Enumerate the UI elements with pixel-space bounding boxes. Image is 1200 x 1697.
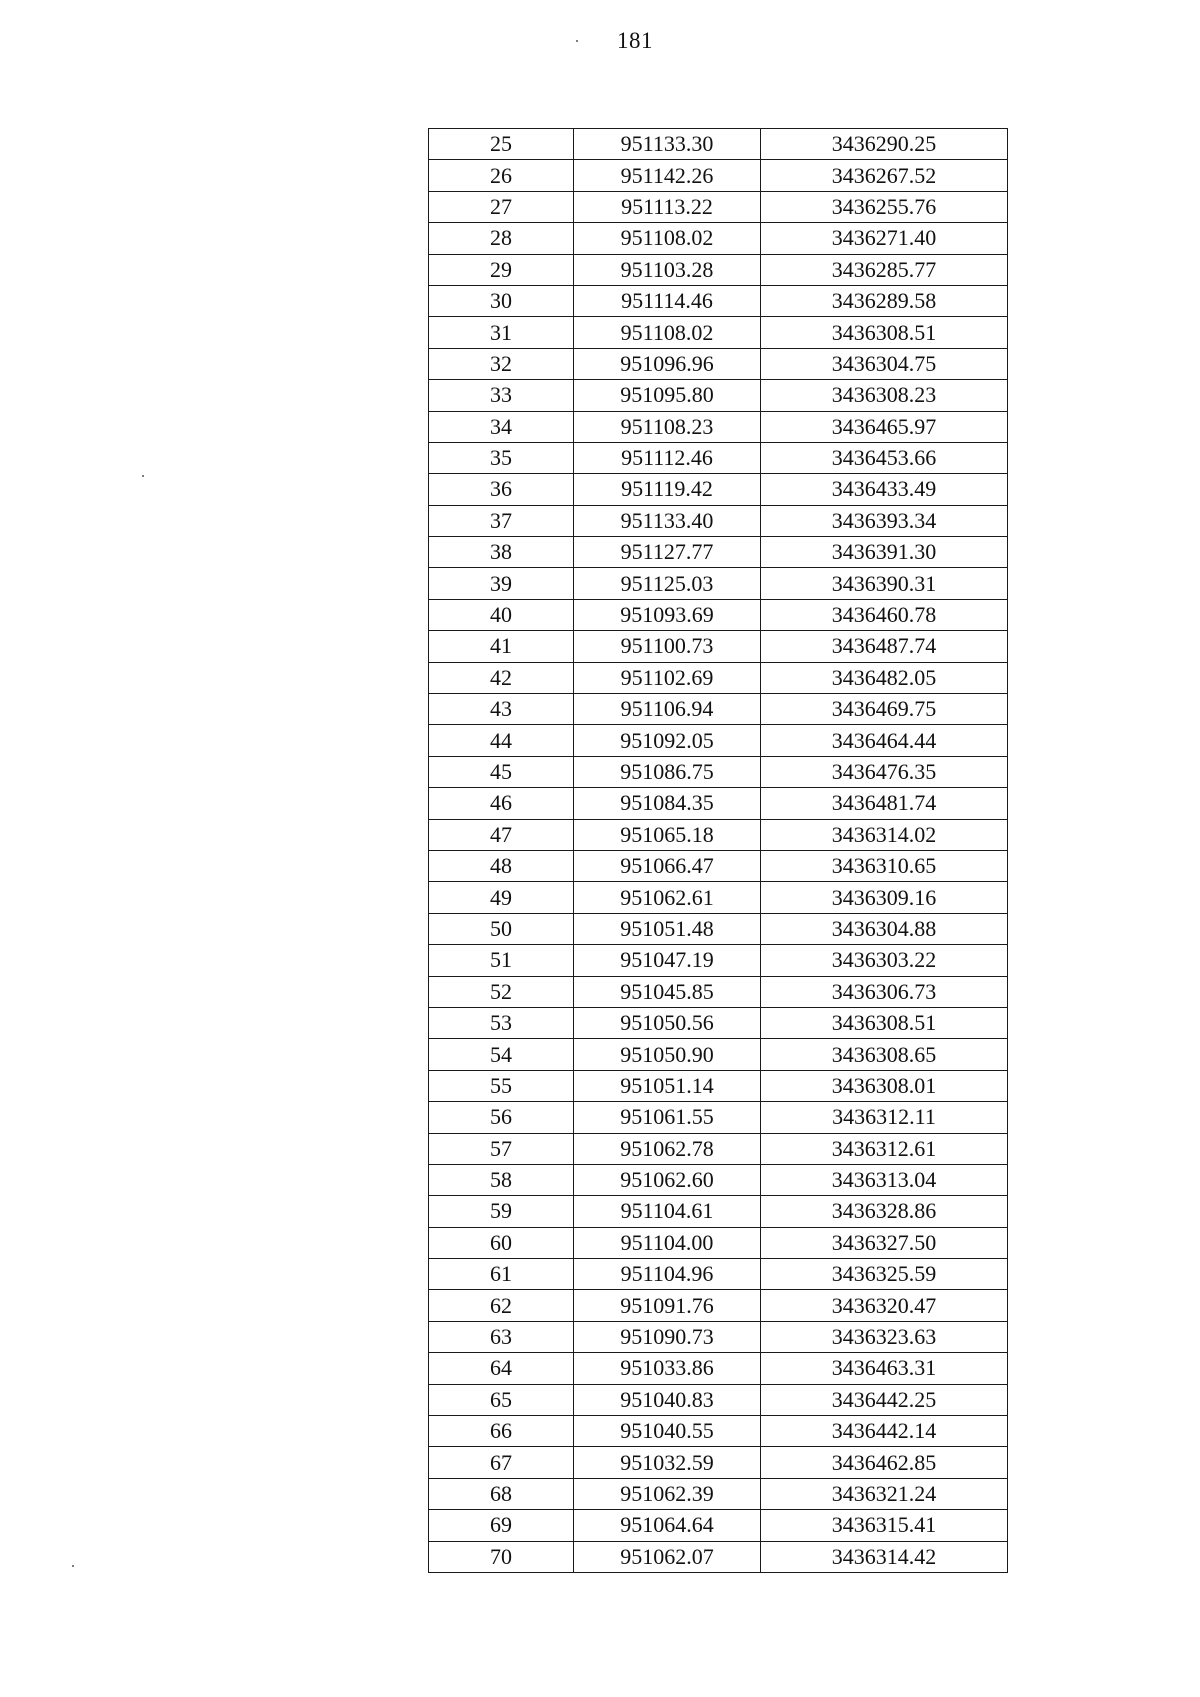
y-coordinate-cell: 3436312.11 (761, 1102, 1008, 1133)
table-row (429, 1321, 1008, 1352)
table-row (429, 1478, 1008, 1509)
scan-speck (72, 1565, 74, 1567)
x-coordinate-cell: 951108.23 (574, 411, 761, 442)
point-number-cell: 66 (429, 1416, 574, 1447)
x-coordinate-cell: 951040.83 (574, 1384, 761, 1415)
y-coordinate-cell: 3436306.73 (761, 976, 1008, 1007)
x-coordinate-cell: 951051.14 (574, 1070, 761, 1101)
table-row (429, 725, 1008, 756)
point-number-cell: 45 (429, 756, 574, 787)
x-coordinate-cell: 951102.69 (574, 662, 761, 693)
x-coordinate-cell: 951104.00 (574, 1227, 761, 1258)
table-row (429, 1290, 1008, 1321)
y-coordinate-cell: 3436453.66 (761, 442, 1008, 473)
y-coordinate-cell: 3436303.22 (761, 945, 1008, 976)
y-coordinate-cell: 3436315.41 (761, 1510, 1008, 1541)
table-row (429, 191, 1008, 222)
point-number-cell: 58 (429, 1164, 574, 1195)
x-coordinate-cell: 951096.96 (574, 348, 761, 379)
x-coordinate-cell: 951114.46 (574, 285, 761, 316)
x-coordinate-cell: 951142.26 (574, 160, 761, 191)
table-row (429, 1259, 1008, 1290)
x-coordinate-cell: 951066.47 (574, 850, 761, 881)
point-number-cell: 39 (429, 568, 574, 599)
x-coordinate-cell: 951108.02 (574, 223, 761, 254)
x-coordinate-cell: 951112.46 (574, 442, 761, 473)
table-row (429, 788, 1008, 819)
x-coordinate-cell: 951104.61 (574, 1196, 761, 1227)
x-coordinate-cell: 951086.75 (574, 756, 761, 787)
point-number-cell: 44 (429, 725, 574, 756)
table-row (429, 631, 1008, 662)
table-row (429, 1102, 1008, 1133)
x-coordinate-cell: 951091.76 (574, 1290, 761, 1321)
table-row (429, 1164, 1008, 1195)
x-coordinate-cell: 951061.55 (574, 1102, 761, 1133)
y-coordinate-cell: 3436290.25 (761, 129, 1008, 160)
x-coordinate-cell: 951062.60 (574, 1164, 761, 1195)
y-coordinate-cell: 3436304.88 (761, 913, 1008, 944)
y-coordinate-cell: 3436314.42 (761, 1541, 1008, 1572)
y-coordinate-cell: 3436308.65 (761, 1039, 1008, 1070)
table-row (429, 694, 1008, 725)
x-coordinate-cell: 951084.35 (574, 788, 761, 819)
y-coordinate-cell: 3436255.76 (761, 191, 1008, 222)
scan-speck (142, 475, 144, 477)
table-row (429, 819, 1008, 850)
point-number-cell: 30 (429, 285, 574, 316)
x-coordinate-cell: 951065.18 (574, 819, 761, 850)
point-number-cell: 31 (429, 317, 574, 348)
table-row (429, 1510, 1008, 1541)
x-coordinate-cell: 951050.56 (574, 1007, 761, 1038)
x-coordinate-cell: 951062.07 (574, 1541, 761, 1572)
table-row (429, 568, 1008, 599)
point-number-cell: 42 (429, 662, 574, 693)
x-coordinate-cell: 951133.40 (574, 505, 761, 536)
x-coordinate-cell: 951051.48 (574, 913, 761, 944)
point-number-cell: 69 (429, 1510, 574, 1541)
table-row (429, 411, 1008, 442)
point-number-cell: 41 (429, 631, 574, 662)
table-row (429, 1133, 1008, 1164)
x-coordinate-cell: 951045.85 (574, 976, 761, 1007)
y-coordinate-cell: 3436289.58 (761, 285, 1008, 316)
point-number-cell: 64 (429, 1353, 574, 1384)
point-number-cell: 60 (429, 1227, 574, 1258)
table-row (429, 850, 1008, 881)
y-coordinate-cell: 3436462.85 (761, 1447, 1008, 1478)
x-coordinate-cell: 951092.05 (574, 725, 761, 756)
y-coordinate-cell: 3436487.74 (761, 631, 1008, 662)
y-coordinate-cell: 3436325.59 (761, 1259, 1008, 1290)
y-coordinate-cell: 3436327.50 (761, 1227, 1008, 1258)
point-number-cell: 70 (429, 1541, 574, 1572)
point-number-cell: 35 (429, 442, 574, 473)
point-number-cell: 29 (429, 254, 574, 285)
point-number-cell: 43 (429, 694, 574, 725)
x-coordinate-cell: 951100.73 (574, 631, 761, 662)
y-coordinate-cell: 3436267.52 (761, 160, 1008, 191)
table-row (429, 254, 1008, 285)
point-number-cell: 67 (429, 1447, 574, 1478)
x-coordinate-cell: 951133.30 (574, 129, 761, 160)
point-number-cell: 36 (429, 474, 574, 505)
point-number-cell: 65 (429, 1384, 574, 1415)
y-coordinate-cell: 3436313.04 (761, 1164, 1008, 1195)
y-coordinate-cell: 3436309.16 (761, 882, 1008, 913)
table-row (429, 442, 1008, 473)
point-number-cell: 68 (429, 1478, 574, 1509)
table-row (429, 474, 1008, 505)
x-coordinate-cell: 951032.59 (574, 1447, 761, 1478)
table-row (429, 348, 1008, 379)
table-row (429, 1384, 1008, 1415)
y-coordinate-cell: 3436433.49 (761, 474, 1008, 505)
point-number-cell: 26 (429, 160, 574, 191)
table-row (429, 285, 1008, 316)
x-coordinate-cell: 951113.22 (574, 191, 761, 222)
y-coordinate-cell: 3436310.65 (761, 850, 1008, 881)
y-coordinate-cell: 3436442.14 (761, 1416, 1008, 1447)
point-number-cell: 59 (429, 1196, 574, 1227)
y-coordinate-cell: 3436304.75 (761, 348, 1008, 379)
point-number-cell: 50 (429, 913, 574, 944)
x-coordinate-cell: 951064.64 (574, 1510, 761, 1541)
y-coordinate-cell: 3436285.77 (761, 254, 1008, 285)
y-coordinate-cell: 3436464.44 (761, 725, 1008, 756)
y-coordinate-cell: 3436476.35 (761, 756, 1008, 787)
table-row (429, 160, 1008, 191)
point-number-cell: 49 (429, 882, 574, 913)
table-row (429, 1196, 1008, 1227)
point-number-cell: 46 (429, 788, 574, 819)
x-coordinate-cell: 951103.28 (574, 254, 761, 285)
x-coordinate-cell: 951104.96 (574, 1259, 761, 1290)
point-number-cell: 25 (429, 129, 574, 160)
y-coordinate-cell: 3436390.31 (761, 568, 1008, 599)
y-coordinate-cell: 3436393.34 (761, 505, 1008, 536)
y-coordinate-cell: 3436308.51 (761, 1007, 1008, 1038)
table-row (429, 913, 1008, 944)
y-coordinate-cell: 3436323.63 (761, 1321, 1008, 1352)
point-number-cell: 33 (429, 380, 574, 411)
y-coordinate-cell: 3436442.25 (761, 1384, 1008, 1415)
y-coordinate-cell: 3436481.74 (761, 788, 1008, 819)
x-coordinate-cell: 951033.86 (574, 1353, 761, 1384)
table-row (429, 945, 1008, 976)
x-coordinate-cell: 951108.02 (574, 317, 761, 348)
y-coordinate-cell: 3436308.01 (761, 1070, 1008, 1101)
scan-speck (576, 40, 578, 42)
y-coordinate-cell: 3436391.30 (761, 537, 1008, 568)
x-coordinate-cell: 951106.94 (574, 694, 761, 725)
point-number-cell: 53 (429, 1007, 574, 1038)
table-row (429, 1416, 1008, 1447)
x-coordinate-cell: 951050.90 (574, 1039, 761, 1070)
table-row (429, 662, 1008, 693)
point-number-cell: 47 (429, 819, 574, 850)
table-row (429, 1039, 1008, 1070)
point-number-cell: 55 (429, 1070, 574, 1101)
table-row (429, 380, 1008, 411)
table-row (429, 537, 1008, 568)
point-number-cell: 51 (429, 945, 574, 976)
y-coordinate-cell: 3436312.61 (761, 1133, 1008, 1164)
y-coordinate-cell: 3436320.47 (761, 1290, 1008, 1321)
y-coordinate-cell: 3436328.86 (761, 1196, 1008, 1227)
point-number-cell: 40 (429, 599, 574, 630)
point-number-cell: 57 (429, 1133, 574, 1164)
y-coordinate-cell: 3436482.05 (761, 662, 1008, 693)
x-coordinate-cell: 951093.69 (574, 599, 761, 630)
y-coordinate-cell: 3436314.02 (761, 819, 1008, 850)
point-number-cell: 63 (429, 1321, 574, 1352)
coordinate-table (428, 128, 1008, 1573)
table-row (429, 1007, 1008, 1038)
x-coordinate-cell: 951062.78 (574, 1133, 761, 1164)
point-number-cell: 48 (429, 850, 574, 881)
y-coordinate-cell: 3436271.40 (761, 223, 1008, 254)
point-number-cell: 34 (429, 411, 574, 442)
x-coordinate-cell: 951062.61 (574, 882, 761, 913)
point-number-cell: 52 (429, 976, 574, 1007)
x-coordinate-cell: 951047.19 (574, 945, 761, 976)
point-number-cell: 56 (429, 1102, 574, 1133)
y-coordinate-cell: 3436308.51 (761, 317, 1008, 348)
y-coordinate-cell: 3436460.78 (761, 599, 1008, 630)
point-number-cell: 62 (429, 1290, 574, 1321)
point-number-cell: 32 (429, 348, 574, 379)
coordinate-table-body (429, 129, 1008, 1573)
x-coordinate-cell: 951090.73 (574, 1321, 761, 1352)
table-row (429, 976, 1008, 1007)
table-row (429, 1353, 1008, 1384)
table-row (429, 1070, 1008, 1101)
y-coordinate-cell: 3436465.97 (761, 411, 1008, 442)
x-coordinate-cell: 951127.77 (574, 537, 761, 568)
x-coordinate-cell: 951095.80 (574, 380, 761, 411)
point-number-cell: 61 (429, 1259, 574, 1290)
point-number-cell: 28 (429, 223, 574, 254)
point-number-cell: 27 (429, 191, 574, 222)
x-coordinate-cell: 951062.39 (574, 1478, 761, 1509)
table-row (429, 756, 1008, 787)
table-row (429, 1541, 1008, 1572)
y-coordinate-cell: 3436321.24 (761, 1478, 1008, 1509)
y-coordinate-cell: 3436463.31 (761, 1353, 1008, 1384)
table-row (429, 1447, 1008, 1478)
table-row (429, 129, 1008, 160)
table-row (429, 882, 1008, 913)
table-row (429, 223, 1008, 254)
page-number: 181 (617, 28, 653, 53)
table-row (429, 599, 1008, 630)
point-number-cell: 54 (429, 1039, 574, 1070)
y-coordinate-cell: 3436469.75 (761, 694, 1008, 725)
x-coordinate-cell: 951040.55 (574, 1416, 761, 1447)
table-row (429, 505, 1008, 536)
point-number-cell: 37 (429, 505, 574, 536)
x-coordinate-cell: 951125.03 (574, 568, 761, 599)
point-number-cell: 38 (429, 537, 574, 568)
y-coordinate-cell: 3436308.23 (761, 380, 1008, 411)
x-coordinate-cell: 951119.42 (574, 474, 761, 505)
table-row (429, 317, 1008, 348)
table-row (429, 1227, 1008, 1258)
